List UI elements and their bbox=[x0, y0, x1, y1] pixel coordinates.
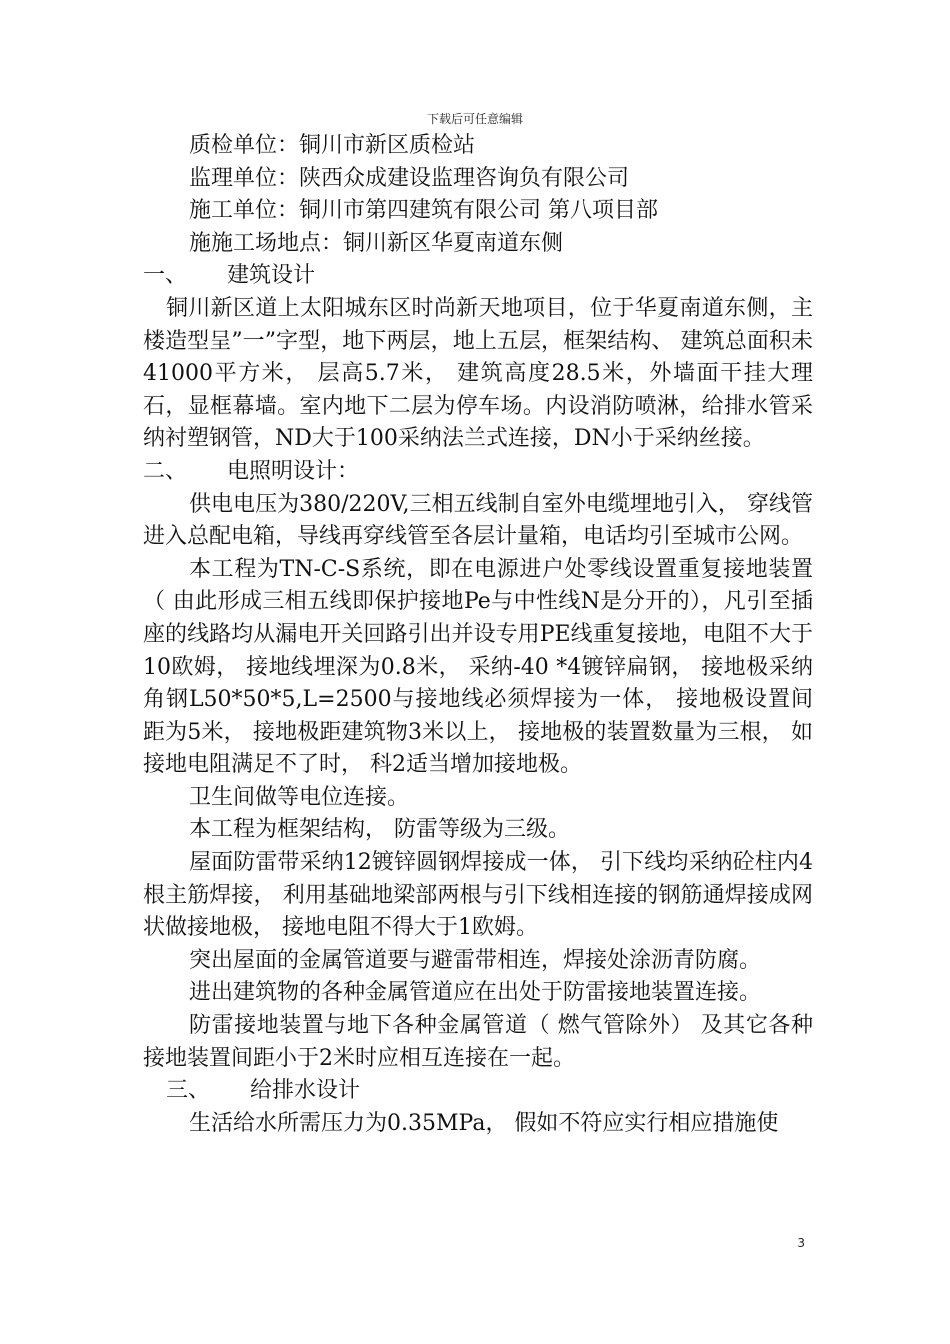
paragraph-grounding-system: 本工程为TN-C-S系统，即在电源进户处零线设置重复接地装置（ 由此形成三相五线即保护接地Pe与中性线N是分开的），凡引至插座的线路均从漏电开关回路引出并设专用PE线重复接地，电阻不大于10欧姆， 接地线埋深为0.8米， 采纳-40 *4镀锌扁钢， 接地极采纳角钢L50*50*5,L=2500与接地线必须焊接为一体， 接地极设置间距为5米， 接地极距建筑物3米以上， 接地极的装置数量为三根， 如接地电阻满足不了时， 科2适当增加接地极。 bbox=[143, 556, 813, 778]
section-heading-architecture bbox=[143, 260, 813, 293]
paragraph-roof-pipes: 突出屋面的金属管道要与避雷带相连，焊接处涂沥青防腐。 bbox=[189, 947, 762, 973]
section-title: 建筑设计 bbox=[227, 263, 316, 289]
section-title: 电照明设计： bbox=[227, 458, 360, 484]
section-title: 给排水设计 bbox=[250, 1078, 361, 1104]
page-header-note: 下载后可任意编辑 bbox=[426, 112, 523, 126]
section-heading-electrical bbox=[143, 456, 813, 489]
paragraph-equipotential: 卫生间做等电位连接。 bbox=[189, 784, 410, 810]
info-line-construction: 施工单位：铜川市第四建筑有限公司 第八项目部 bbox=[189, 198, 658, 224]
paragraph-lightning-belt: 屋面防雷带采纳12镀锌圆钢焊接成一体， 引下线均采纳砼柱内4根主筋焊接， 利用基础地梁部两根与引下线相连接的钢筋通焊接成网状做接地极， 接地电阻不得大于1欧姆。 bbox=[143, 850, 813, 941]
paragraph-metal-pipes: 进出建筑物的各种金属管道应在出处于防雷接地装置连接。 bbox=[189, 980, 762, 1006]
paragraph-water-pressure: 生活给水所需压力为0.35MPa， 假如不符应实行相应措施使 bbox=[189, 1110, 779, 1136]
page-number: 3 bbox=[797, 1236, 805, 1250]
document-body bbox=[143, 130, 813, 1140]
info-line-supervision: 监理单位：陕西众成建设监理咨询负有限公司 bbox=[189, 165, 630, 191]
paragraph-grounding-spacing: 防雷接地装置与地下各种金属管道（ 燃气管除外） 及其它各种接地装置间距小于2米时应相互连接在一起。 bbox=[143, 1013, 813, 1071]
section-number: 一、 bbox=[143, 263, 188, 289]
paragraph-power-supply: 供电电压为380/220V,三相五线制自室外电缆埋地引入， 穿线管进入总配电箱，导线再穿线管至各层计量箱，电话均引至城市公网。 bbox=[143, 491, 813, 550]
info-line-site: 施施工场地点：铜川新区华夏南道东侧 bbox=[189, 230, 564, 256]
section-number: 三、 bbox=[166, 1078, 211, 1104]
paragraph-architecture: 铜川新区道上太阳城东区时尚新天地项目，位于华夏南道东侧，主楼造型呈”一”字型，地下两层，地上五层，框架结构、 建筑总面积未41000平方米， 层高5.7米， 建筑高度28.5米，外墙面干挂大理石，显框幕墙。室内地下二层为停车场。内设消防喷淋，给排水管采纳衬塑钢管，ND大于100采纳法兰式连接，DN小于采纳丝接。 bbox=[143, 295, 813, 452]
section-number: 二、 bbox=[143, 458, 188, 484]
info-line-quality: 质检单位：铜川市新区质检站 bbox=[189, 133, 476, 158]
paragraph-lightning-class: 本工程为框架结构， 防雷等级为三级。 bbox=[189, 817, 570, 843]
section-heading-water bbox=[143, 1075, 813, 1108]
